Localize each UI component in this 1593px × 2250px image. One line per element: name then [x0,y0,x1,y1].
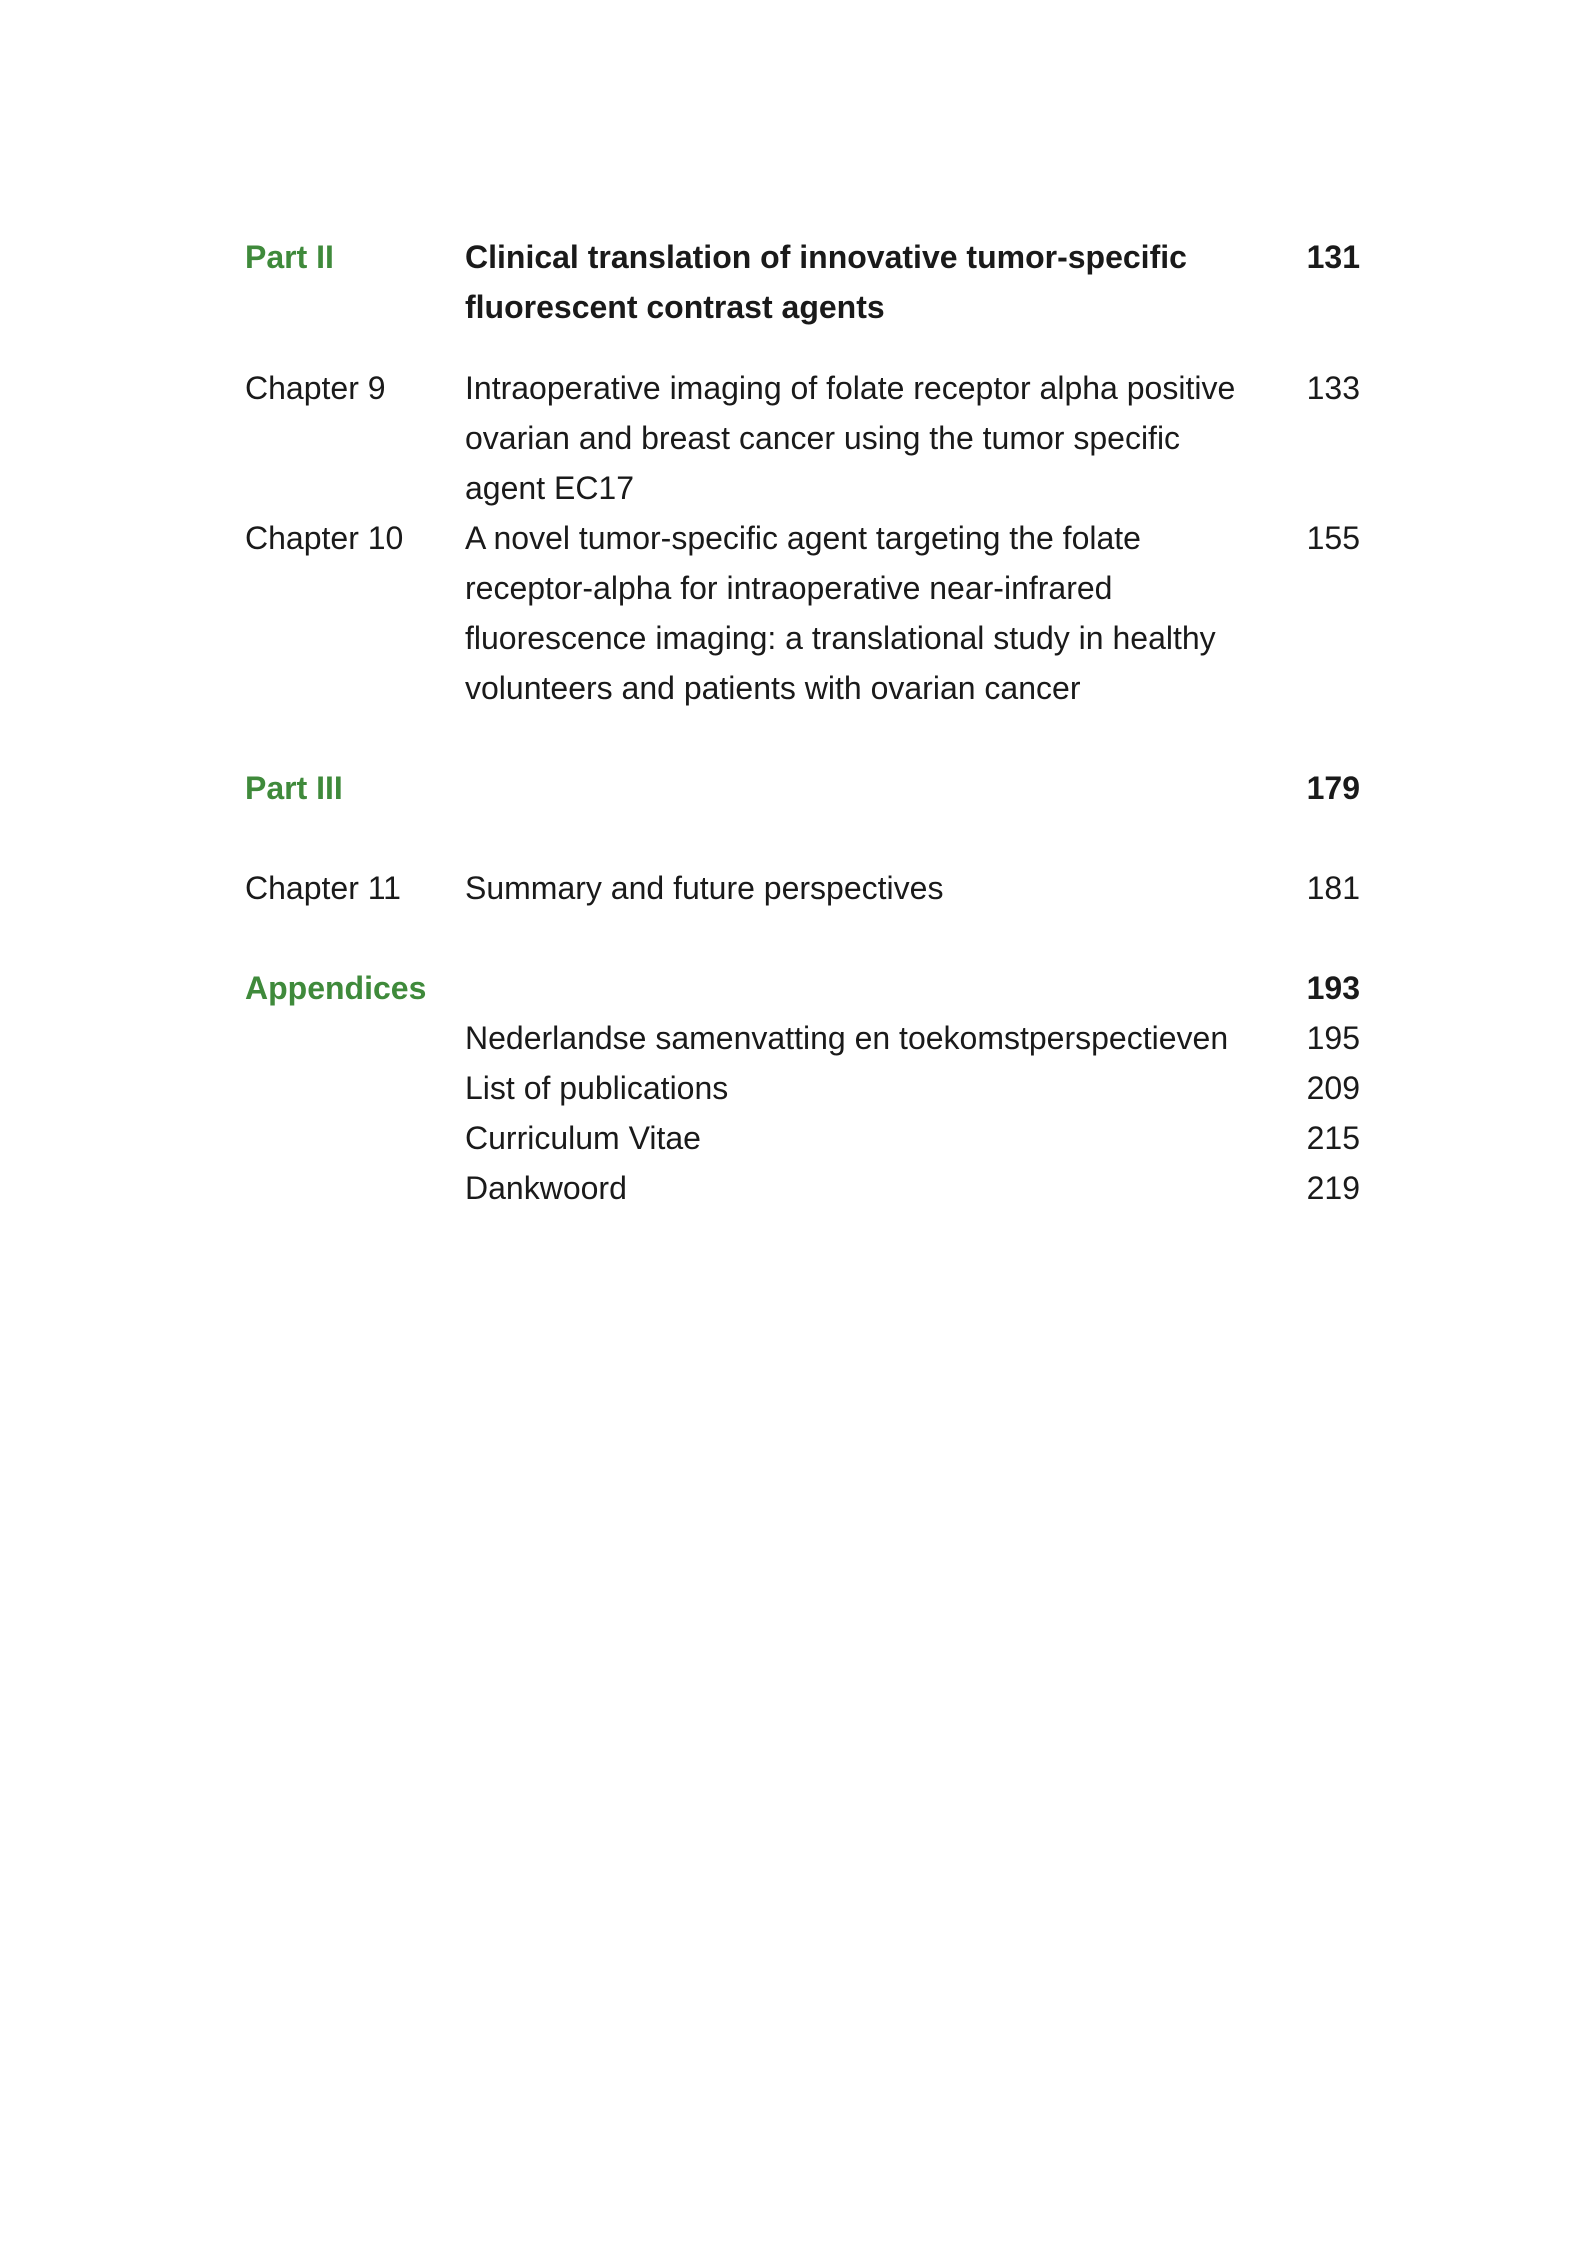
appendix-title: Dankwoord [465,1170,627,1206]
chapter-title [465,363,1285,513]
appendix-title: List of publications [465,1070,729,1106]
appendix-page-number: 195 [1306,1020,1360,1056]
part-label: Part II [245,239,334,275]
appendices-label: Appendices [245,970,427,1006]
chapter-label: Chapter 11 [245,870,401,906]
appendix-item [245,1163,1360,1213]
part-page-number: 179 [1306,770,1360,806]
chapter-title [465,513,1285,713]
part-title-line: fluorescent contrast agents [465,289,885,325]
appendix-page-number: 219 [1306,1170,1360,1206]
chapter-label: Chapter 10 [245,520,404,556]
toc-part-3 [245,763,1360,813]
part-page-number: 131 [1306,239,1360,275]
appendix-item [245,1063,1360,1113]
table-of-contents [245,232,1360,1213]
part-label: Part III [245,770,343,806]
chapter-title-line: volunteers and patients with ovarian cancer [465,670,1081,706]
chapter-page-number: 181 [1306,870,1360,906]
chapter-page-number: 133 [1306,370,1360,406]
appendix-page-number: 215 [1306,1120,1360,1156]
toc-part-2 [245,232,1360,332]
chapter-page-number: 155 [1306,520,1360,556]
chapter-title-line: A novel tumor-specific agent targeting the folate [465,520,1141,556]
chapter-title: Summary and future perspectives [465,870,944,906]
appendices-page-number: 193 [1306,970,1360,1006]
chapter-title-line: receptor-alpha for intraoperative near-infrared [465,570,1113,606]
chapter-title-line: fluorescence imaging: a translational study in healthy [465,620,1216,656]
part-title-line: Clinical translation of innovative tumor-specific [465,239,1187,275]
appendix-item [245,1013,1360,1063]
appendix-title: Curriculum Vitae [465,1120,701,1156]
appendix-item [245,1113,1360,1163]
toc-appendices [245,963,1360,1013]
toc-chapter-11 [245,863,1360,913]
chapter-title-line: ovarian and breast cancer using the tumor specific [465,420,1181,456]
chapter-title-line: Intraoperative imaging of folate receptor alpha positive [465,370,1236,406]
toc-chapter-10 [245,513,1360,713]
toc-chapter-9 [245,363,1360,513]
appendix-page-number: 209 [1306,1070,1360,1106]
chapter-label: Chapter 9 [245,370,386,406]
appendix-title: Nederlandse samenvatting en toekomstperspectieven [465,1020,1229,1056]
chapter-title-line: agent EC17 [465,470,635,506]
part-title [465,232,1285,332]
